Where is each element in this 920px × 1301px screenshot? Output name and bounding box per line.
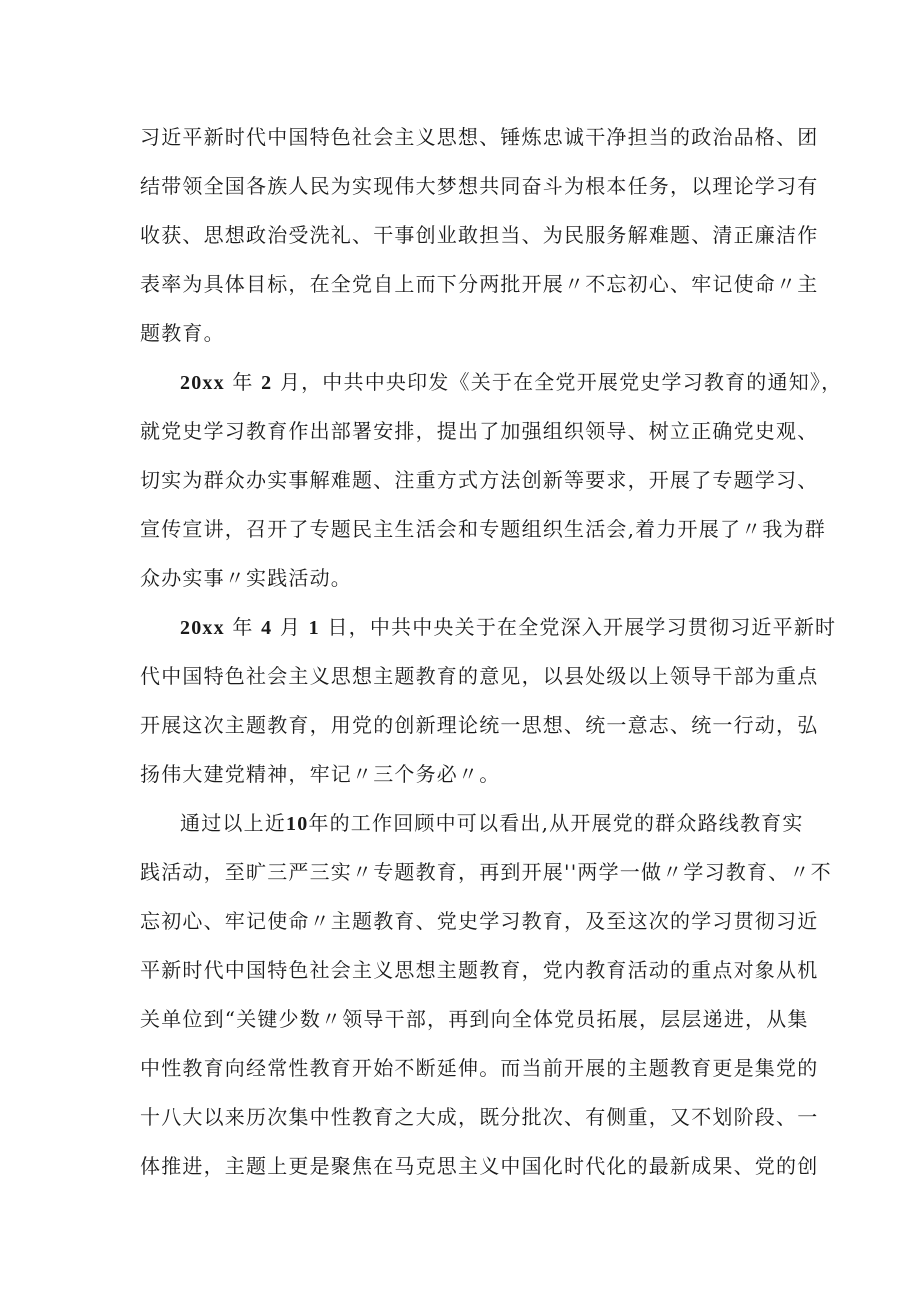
paragraph-1-line-3: 收获、思想政治受洗礼、干事创业敢担当、为民服务解难题、清正廉洁作 [140, 223, 819, 247]
paragraph-4-line-6: 中性教育向经常性教育开始不断延伸。而当前开展的主题教育更是集党的 [140, 1056, 819, 1080]
paragraph-4-line-8: 体推进，主题上更是聚焦在马克思主义中国化时代化的最新成果、党的创 [140, 1154, 819, 1178]
paragraph-4-line-3: 忘初心、牢记使命〃主题教育、党史学习教育，及至这次的学习贯彻习近 [140, 909, 819, 933]
paragraph-3-month-unit: 月 [279, 615, 302, 639]
paragraph-2-line-5: 众办实事〃实践活动。 [140, 566, 352, 590]
paragraph-2-line-1 [140, 362, 843, 411]
paragraph-3-year: 20xx [180, 617, 225, 639]
paragraph-3-line-1 [140, 607, 837, 656]
paragraph-4-line-7: 十八大以来历次集中性教育之大成，既分批次、有侧重，又不划阶段、一 [140, 1105, 819, 1129]
paragraph-3-month: 4 [261, 617, 273, 639]
paragraph-3-line-2: 代中国特色社会主义思想主题教育的意见，以县处级以上领导干部为重点 [140, 664, 819, 688]
paragraph-2-month: 2 [261, 372, 273, 394]
paragraph-4-lead: 通过以上近 [180, 811, 286, 835]
paragraph-4-line-2: 践活动，至旷三严三实〃专题教育，再到开展''两学一做〃学习教育、〃不 [140, 860, 832, 884]
paragraph-3-line-4: 扬伟大建党精神，牢记〃三个务必〃。 [140, 762, 501, 786]
paragraph-2-year-unit: 年 [232, 370, 254, 394]
paragraph-4 [140, 803, 832, 1195]
paragraph-2-line-2: 就党史学习教育作出部署安排，提出了加强组织领导、树立正确党史观、 [140, 419, 819, 443]
paragraph-2-year: 20xx [180, 372, 225, 394]
paragraph-3 [140, 607, 837, 803]
paragraph-4-line-1-text: 年的工作回顾中可以看出,从开展党的群众路线教育实 [308, 811, 804, 835]
paragraph-1-line-5: 题教育。 [140, 321, 225, 345]
paragraph-2 [140, 362, 843, 607]
paragraph-2-line-1-text: 月，中共中央印发《关于在全党开展党史学习教育的通知》， [279, 370, 843, 394]
paragraph-4-line-5: 关单位到“关键少数〃领导干部，再到向全体党员拓展，层层递进，从集 [140, 1007, 809, 1031]
paragraph-3-line-1-text: 日，中共中央关于在全党深入开展学习贯彻习近平新时 [327, 615, 837, 639]
paragraph-1 [140, 117, 819, 362]
paragraph-3-day: 1 [308, 617, 320, 639]
paragraph-3-year-unit: 年 [232, 615, 254, 639]
paragraph-4-number: 10 [286, 813, 309, 835]
paragraph-1-line-2: 结带领全国各族人民为实现伟大梦想共同奋斗为根本任务，以理论学习有 [140, 174, 819, 198]
paragraph-4-line-4: 平新时代中国特色社会主义思想主题教育，党内教育活动的重点对象从机 [140, 958, 819, 982]
paragraph-4-line-1 [140, 803, 804, 852]
paragraph-2-line-3: 切实为群众办实事解难题、注重方式方法创新等要求，开展了专题学习、 [140, 468, 819, 492]
paragraph-3-line-3: 开展这次主题教育，用党的创新理论统一思想、统一意志、统一行动，弘 [140, 713, 819, 737]
paragraph-1-line-4: 表率为具体目标，在全党自上而下分两批开展〃不忘初心、牢记使命〃主 [140, 272, 819, 296]
paragraph-1-line-1: 习近平新时代中国特色社会主义思想、锤炼忠诚干净担当的政治品格、团 [140, 125, 819, 149]
paragraph-2-line-4: 宣传宣讲，召开了专题民主生活会和专题组织生活会,着力开展了〃我为群 [140, 517, 826, 541]
document-body [140, 117, 843, 1195]
